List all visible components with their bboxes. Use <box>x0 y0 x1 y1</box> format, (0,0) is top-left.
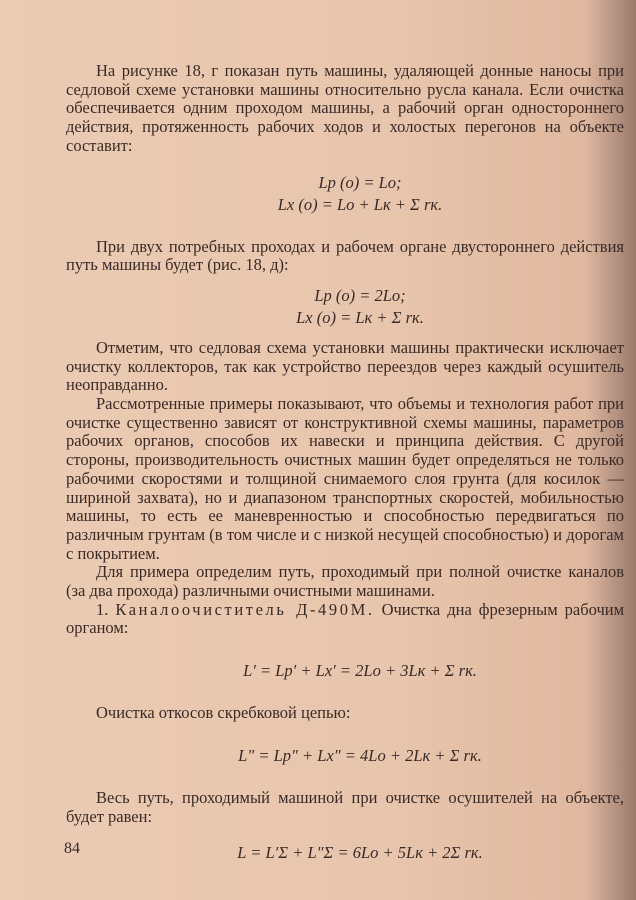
formula-idle-path-1: Lх (о) = Lо + Lк + Σ rк. <box>277 194 443 214</box>
paragraph-collectors: Отметим, что седловая схема установки машины практически исключает очистку коллекторов, так как устройство переездов через каждый осушитель неоправданно. <box>66 337 624 395</box>
paragraph-saddle-scheme: На рисунке 18, г показан путь машины, удаляющей донные наносы при седловой схеме установки машины относительно русла канала. Если очистка обеспечивается одним проходом машины, а рабочий орган одностороннего действия, протяженность рабочих ходов и холостых перегонов на объекте составит: <box>66 61 624 155</box>
formula-total-path: L = L′Σ + L″Σ = 6Lо + 5Lк + 2Σ rк. <box>237 843 483 863</box>
paragraph-total-path: Весь путь, проходимый машиной при очистке осушителей на объекте, будет равен: <box>66 787 624 826</box>
paragraph-examples: Рассмотренные примеры показывают, что объемы и технология работ при очистке существенно зависят от конструктивной схемы машины, параметров рабочих органов, способов их навески и принципа действия. С другой стороны, производительность очистных машин будет определяться не только рабочими скоростями и толщиной снимаемого слоя грунта (для косилок — шириной захвата), но и диапазоном транспортных скоростей, мобильностью машины, то есть ее маневренностью и способностью передвигаться по различным грунтам (в том числе и с низкой несущей способностью) и дорогам с покрытием. <box>66 394 624 563</box>
machine-name: Каналоочиститель Д-490М. <box>115 599 375 619</box>
paragraph-two-passes: При двух потребных проходах и рабочем органе двустороннего действия путь машины будет (рис. 18, д): <box>66 236 624 275</box>
paragraph-example-intro: Для примера определим путь, проходимый при полной очистке каналов (за два прохода) различными очистными машинами. <box>66 562 624 601</box>
text-column <box>66 62 624 864</box>
formula-working-path-2: Lр (о) = 2Lо; <box>314 285 406 305</box>
page-number: 84 <box>64 840 80 857</box>
list-item-machine-1: 1. Каналоочиститель Д-490М. Очистка дна фрезерным рабочим органом: <box>66 599 625 638</box>
formula-slope-cleaning: L″ = Lр″ + Lх″ = 4Lо + 2Lк + Σ rк. <box>238 745 482 765</box>
formula-idle-path-2: Lх (о) = Lк + Σ rк. <box>296 307 424 327</box>
paragraph-slopes: Очистка откосов скребковой цепью: <box>96 703 351 723</box>
formula-bottom-cleaning: L′ = Lр′ + Lх′ = 2Lо + 3Lк + Σ rк. <box>243 661 477 681</box>
formula-working-path-1: Lр (о) = Lо; <box>318 172 402 192</box>
